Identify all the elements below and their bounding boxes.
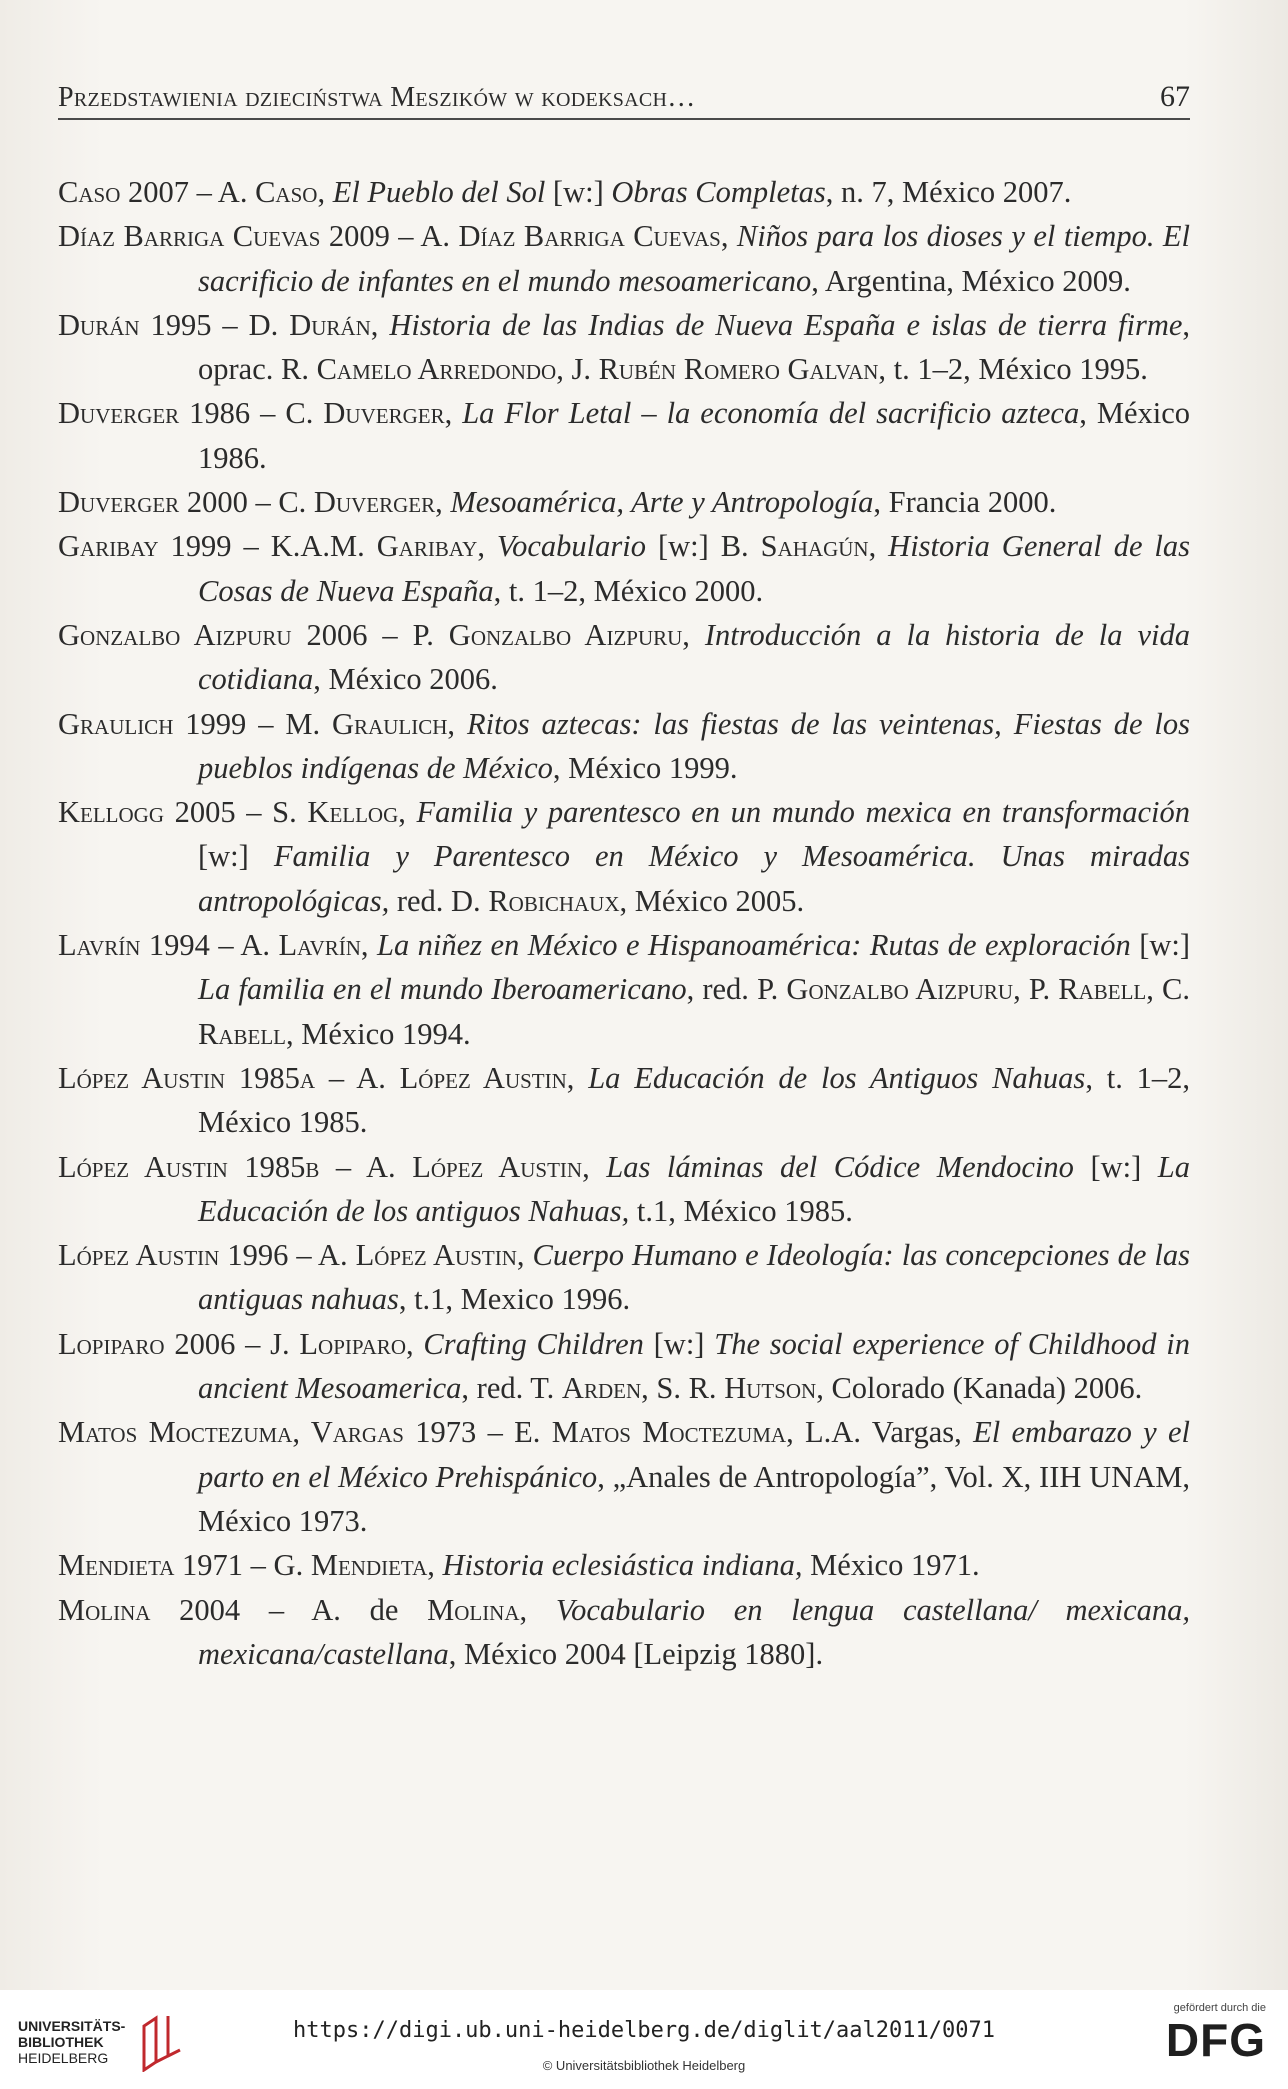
reference-text: [w:] B. (646, 529, 761, 564)
reference-key: Graulich 1999 (58, 706, 247, 741)
reference-text: – G. (243, 1548, 311, 1583)
reference-key: Mendieta 1971 (58, 1548, 244, 1583)
reference-key: Lavrín 1994 (58, 928, 210, 963)
reference-text: – A. (209, 928, 279, 963)
reference-text: , Francia 2000. (873, 485, 1057, 520)
reference-text: Molina (427, 1592, 520, 1627)
reference-text: – E. (476, 1415, 552, 1450)
reference-text: Familia y Parentesco en México y Mesoamérica. Unas miradas antropológicas, (198, 839, 1190, 918)
reference-text: – A. (288, 1238, 356, 1273)
reference-text: Hutson (724, 1371, 817, 1406)
reference-text: – S. (235, 795, 308, 830)
reference-text: , (477, 529, 497, 564)
reference-text: Gonzalbo Aizpuru (786, 972, 1014, 1007)
reference-text: Las láminas del Códice Mendocino (606, 1149, 1074, 1184)
reference-text: – A. (319, 1149, 413, 1184)
reference-text: , (360, 928, 377, 963)
reference-entry (58, 702, 1190, 791)
reference-text: , t. 1–2, México 1985. (198, 1060, 1190, 1140)
reference-text: Caso (255, 175, 318, 209)
reference-key: López Austin 1985b (58, 1149, 320, 1184)
running-header (58, 74, 1190, 120)
reference-entry (58, 1410, 1190, 1543)
reference-text: , P. (1013, 972, 1059, 1007)
reference-text: Duverger (323, 396, 445, 431)
reference-entry (58, 1145, 1190, 1234)
reference-text: Obras Completas (611, 175, 826, 209)
reference-text: [w:] (545, 175, 612, 209)
reference-text: , t. 1–2, México 2000. (493, 573, 764, 608)
reference-entry (58, 480, 1190, 524)
reference-text: El embarazo y el parto en el México Prehispánico (198, 1415, 1190, 1494)
reference-text: [w:] (1073, 1149, 1158, 1184)
reference-entry (58, 923, 1190, 1056)
reference-text: [w:] (643, 1326, 715, 1361)
reference-text: , red. P. (686, 972, 787, 1007)
reference-text: Camelo Arredondo (316, 352, 557, 387)
reference-text: – K.A.M. (231, 529, 377, 564)
reference-text: , (435, 485, 451, 520)
reference-text: , C. (1146, 972, 1190, 1007)
reference-entry (58, 391, 1190, 480)
reference-text: Matos Moctezuma (551, 1415, 787, 1450)
reference-key: Lopiparo 2006 (58, 1326, 236, 1361)
reference-text: [w:] (1130, 928, 1191, 963)
reference-text: , „Anales de Antropología”, Vol. X, IIH UNAM, México 1973. (198, 1459, 1190, 1538)
reference-text: – P. (367, 617, 449, 652)
reference-text: The social experience of Childhood in ancient Mesoamerica (198, 1326, 1191, 1406)
reference-text: – M. (246, 706, 333, 741)
reference-text: Arden (561, 1371, 642, 1406)
bibliography-list (58, 170, 1190, 1676)
reference-text: – J. (235, 1326, 300, 1361)
reference-text: La familia en el mundo Iberoamericano (198, 972, 687, 1007)
reference-text: , Argentina, México 2009. (811, 263, 1131, 298)
logo-line: BIBLIOTHEK (18, 2034, 104, 2050)
reference-text: , México 2005. (619, 883, 805, 918)
reference-text: Ritos aztecas: las fiestas de las veintenas, Fiestas de los pueblos indígenas de México (198, 706, 1191, 785)
reference-text: – A. (389, 219, 459, 254)
reference-text: t.1, México 1985. (629, 1193, 853, 1228)
reference-text: Graulich (332, 706, 448, 741)
reference-entry (58, 1233, 1190, 1322)
reference-text: , (447, 706, 467, 741)
reference-text: , L.A. Vargas, (786, 1415, 974, 1450)
reference-text: , S. R. (641, 1371, 725, 1406)
dfg-logo-icon: DFG (1165, 2014, 1266, 2066)
reference-text: , oprac. R. (198, 307, 1191, 387)
reference-text: Niños para los dioses y el tiempo. El sacrificio de infantes en el mundo mesoamericano (198, 219, 1191, 298)
reference-text: Vocabulario en lengua castellana/ mexicana, mexicana/castellana (198, 1592, 1191, 1671)
reference-key: Duverger 2000 (58, 485, 248, 520)
reference-text: Mendieta (310, 1548, 428, 1583)
copyright-notice: © Universitätsbibliothek Heidelberg (542, 2058, 746, 2073)
reference-text: , Colorado (Kanada) 2006. (816, 1371, 1143, 1406)
logo-line: HEIDELBERG (18, 2050, 109, 2066)
reference-text: , México 2004 [Leipzig 1880]. (448, 1636, 824, 1671)
reference-text: La Educación de los antiguos Nahuas, (198, 1149, 1191, 1228)
reference-text: , t. 1–2, México 1995. (878, 352, 1148, 387)
reference-text: , (444, 396, 463, 431)
permalink-url[interactable]: https://digi.ub.uni-heidelberg.de/diglit/aal2011/0071 (293, 2018, 995, 2043)
reference-text: López Austin (399, 1060, 567, 1095)
reference-key: Durán 1995 (58, 307, 212, 342)
reference-entry (58, 303, 1190, 392)
reference-text: , (398, 795, 417, 830)
reference-entry (58, 170, 1190, 214)
reference-entry (58, 613, 1190, 702)
reference-text: Vocabulario (496, 529, 646, 564)
reference-text: López Austin (412, 1149, 583, 1184)
reference-text: Rubén Romero Galvan (598, 352, 879, 387)
reference-text: Rabell (1058, 972, 1147, 1007)
reference-text: Lopiparo (299, 1326, 406, 1361)
funder-logo (1146, 2002, 1266, 2078)
reference-text: Crafting Children (423, 1326, 644, 1361)
reference-text: Historia eclesiástica indiana, (442, 1548, 803, 1583)
reference-key: Díaz Barriga Cuevas 2009 (58, 219, 390, 254)
reference-text: – C. (247, 485, 314, 520)
reference-key: Gonzalbo Aizpuru 2006 (58, 617, 368, 652)
reference-entry (58, 790, 1190, 923)
reference-entry (58, 1543, 1190, 1587)
reference-text: Gonzalbo Aizpuru (448, 617, 683, 652)
reference-text: , (682, 617, 705, 652)
reference-text: El Pueblo del Sol (332, 175, 546, 209)
reference-text: , t.1, Mexico 1996. (398, 1282, 631, 1317)
reference-text: , (868, 529, 889, 564)
reference-text: – A. (315, 1060, 400, 1095)
reference-key: Caso 2007 (58, 175, 189, 209)
reference-key: Matos Moctezuma, Vargas 1973 (58, 1415, 477, 1450)
reference-text: Lavrín (278, 928, 361, 963)
reference-text: Robichaux (488, 883, 620, 918)
reference-text: Rabell (198, 1016, 286, 1051)
reference-text: Mesoamérica, Arte y Antropología (450, 485, 874, 520)
reference-text: Garibay (376, 529, 478, 564)
reference-text: – A. de (240, 1592, 428, 1627)
reference-text: Kellog (307, 795, 399, 830)
reference-text: La Educación de los Antiguos Nahuas (588, 1060, 1086, 1095)
reference-key: Molina 2004 (58, 1592, 241, 1627)
reference-text: , (405, 1326, 424, 1361)
reference-text: , México 1999. (552, 750, 738, 785)
reference-text: , (720, 219, 737, 254)
reference-text: , (370, 307, 390, 342)
funder-note: gefördert durch die (1173, 2002, 1266, 2014)
reference-text: , (582, 1149, 607, 1184)
reference-text: – C. (250, 396, 324, 431)
logo-line: UNIVERSITÄTS- (18, 2018, 126, 2034)
digitization-footer (0, 1990, 1288, 2089)
reference-key: Duverger 1986 (58, 396, 251, 431)
reference-text: Historia General de las Cosas de Nueva España (198, 529, 1191, 608)
reference-text: [w:] (198, 839, 274, 874)
reference-text: Díaz Barriga Cuevas (458, 219, 721, 254)
reference-text: La Flor Letal – la economía del sacrificio azteca (462, 396, 1080, 431)
reference-text: , México 1986. (198, 396, 1191, 475)
running-title: Przedstawienia dzieciństwa Meszików w kodeksach… (58, 82, 696, 113)
reference-text: La niñez en México e Hispanoamérica: Rutas de exploración (377, 928, 1131, 963)
reference-entry (58, 1056, 1190, 1145)
reference-text: Sahagún (760, 529, 869, 564)
reference-key: López Austin 1985a (58, 1060, 316, 1095)
reference-text: , México 1994. (286, 1016, 471, 1051)
reference-text: , J. (556, 352, 599, 387)
reference-entry (58, 1588, 1190, 1677)
reference-entry (58, 214, 1190, 303)
reference-text: Durán (289, 307, 371, 342)
reference-text: Historia de las Indias de Nueva España e islas de tierra firme (389, 307, 1183, 342)
reference-text: Familia y parentesco en un mundo mexica en transformación (416, 795, 1191, 830)
reference-key: López Austin 1996 (58, 1238, 289, 1273)
page-number: 67 (1160, 80, 1190, 113)
reference-text: – A. (188, 175, 256, 209)
reference-text: México 1971. (802, 1548, 980, 1583)
reference-text: , red. T. (461, 1371, 562, 1406)
reference-text: , (516, 1238, 533, 1273)
reference-text: , México 2006. (313, 662, 498, 697)
reference-entry (58, 524, 1190, 613)
reference-text: red. D. (389, 883, 489, 918)
reference-entry (58, 1322, 1190, 1411)
reference-text: , (427, 1548, 443, 1583)
reference-text: Introducción a la historia de la vida cotidiana (198, 617, 1190, 697)
reference-text: , n. 7, México 2007. (825, 175, 1072, 209)
reference-key: Kellogg 2005 (58, 795, 236, 830)
reference-text: , (566, 1060, 589, 1095)
reference-text: Duverger (313, 485, 436, 520)
reference-key: Garibay 1999 (58, 529, 232, 564)
reference-text: , (519, 1592, 556, 1627)
reference-text: – D. (211, 307, 290, 342)
reference-text: , (317, 175, 333, 209)
reference-text: Cuerpo Humano e Ideología: las concepciones de las antiguas nahuas (198, 1238, 1191, 1317)
reference-text: López Austin (355, 1238, 517, 1273)
